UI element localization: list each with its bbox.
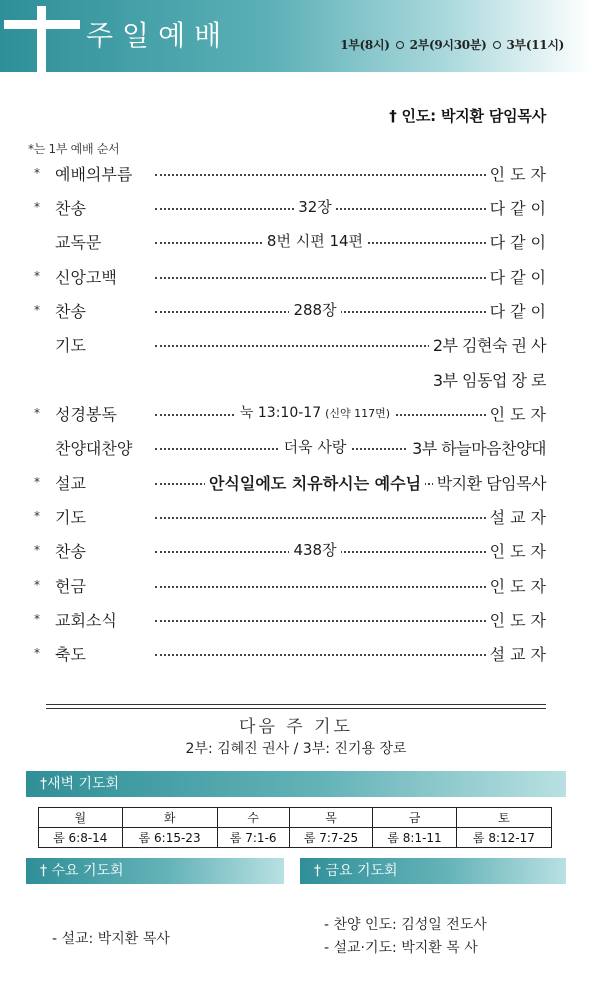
order-item-leader <box>433 471 546 494</box>
service-time-1: 1부(8시) <box>340 38 390 52</box>
standing-mark: * <box>34 509 40 523</box>
order-item-name: 교회소식 <box>55 611 117 630</box>
order-item-detail-text: 438장 <box>293 541 337 559</box>
next-prayer-names: 2부: 김혜진 권사 / 3부: 진기용 장로 <box>185 741 407 757</box>
order-item-leader-text: 인도자 <box>486 165 551 184</box>
table-row <box>39 808 552 828</box>
order-item-detail-text: 32장 <box>298 198 332 216</box>
order-note: *는 1부 예배 순서 <box>28 142 120 156</box>
order-item-detail <box>155 230 475 251</box>
standing-mark: * <box>34 166 40 180</box>
order-item <box>0 432 592 466</box>
divider <box>46 704 546 705</box>
order-item-name: 성경봉독 <box>55 405 117 424</box>
order-item-detail-text: 눅 13:10-17 <box>239 405 322 421</box>
order-item-leader <box>486 299 551 322</box>
service-time-2: 2부(9시30분) <box>409 38 487 52</box>
friday-prayer-header: † 금요 기도회 <box>300 858 566 884</box>
order-item-leader-text: 3부 임동업 장 로 <box>429 371 546 390</box>
order-item-leader-text: 설교자 <box>486 508 551 527</box>
order-item <box>0 638 592 672</box>
standing-mark: * <box>34 578 40 592</box>
cross-icon-bar <box>4 20 80 29</box>
service-time-3: 3부(11시) <box>506 38 564 52</box>
order-item-detail-sub: (신약 117면) <box>321 407 390 420</box>
order-item <box>0 158 592 192</box>
day-cell: 토 <box>456 808 551 828</box>
order-item-name: 기도 <box>55 336 86 355</box>
service-times <box>340 36 564 53</box>
order-item-leader-text: 다같이 <box>486 233 551 252</box>
order-item-name: 설교 <box>55 474 86 493</box>
reading-cell: 롬 7:1-6 <box>217 828 289 848</box>
standing-mark: * <box>34 269 40 283</box>
order-item-name: 기도 <box>55 508 86 527</box>
reading-cell: 롬 8:12-17 <box>456 828 551 848</box>
order-item <box>0 604 592 638</box>
standing-mark: * <box>34 646 40 660</box>
friday-sermon-prayer: - 설교·기도: 박지환 목 사 <box>324 940 478 956</box>
order-item-name: 교독문 <box>55 233 102 252</box>
order-item-leader <box>486 539 551 562</box>
standing-mark: * <box>34 303 40 317</box>
wednesday-sermon: - 설교: 박지환 목사 <box>52 931 170 947</box>
order-item-detail-text: 288장 <box>293 301 337 319</box>
order-item-leader <box>429 333 546 356</box>
order-item <box>0 295 592 329</box>
worship-leader: † 인도: 박지환 담임목사 <box>389 107 546 125</box>
next-prayer-title: 다음 주 기도 <box>239 717 353 737</box>
reading-cell: 롬 7:7-25 <box>289 828 373 848</box>
order-item-leader-text: 설교자 <box>486 645 551 664</box>
page-title: 주일예배 <box>86 19 231 52</box>
order-item-leader-text: 다같이 <box>486 302 551 321</box>
order-item-leader <box>486 505 551 528</box>
friday-praise-leader: - 찬양 인도: 김성일 전도사 <box>324 917 487 933</box>
order-item-leader <box>486 574 551 597</box>
order-item-name: 축도 <box>55 645 86 664</box>
order-item-leader <box>486 265 551 288</box>
order-item-name: 찬송 <box>55 302 86 321</box>
order-item-leader <box>429 368 546 391</box>
order-item-name: 예배의부름 <box>55 165 133 184</box>
order-item-detail-text: 더욱 사랑 <box>283 438 347 456</box>
order-item-leader-text: 다같이 <box>486 199 551 218</box>
order-item <box>0 192 592 226</box>
order-item-detail <box>155 402 475 422</box>
order-item-leader-text: 다같이 <box>486 268 551 287</box>
order-item-name: 찬송 <box>55 542 86 561</box>
order-item-leader <box>486 162 551 185</box>
dawn-prayer-header: †새벽 기도회 <box>26 771 566 797</box>
order-item <box>0 329 592 363</box>
order-item-leader <box>486 230 551 253</box>
order-item <box>0 398 592 432</box>
order-item-name: 찬송 <box>55 199 86 218</box>
order-item <box>0 364 592 398</box>
reading-cell: 롬 6:8-14 <box>39 828 123 848</box>
day-cell: 금 <box>373 808 457 828</box>
order-item-leader-text: 인도자 <box>486 577 551 596</box>
order-item-leader <box>486 642 551 665</box>
order-item <box>0 535 592 569</box>
order-item-leader-text: 박지환 담임목사 <box>433 474 546 493</box>
day-cell: 목 <box>289 808 373 828</box>
wednesday-prayer-header: † 수요 기도회 <box>26 858 284 884</box>
separator-circle-icon <box>493 41 501 49</box>
order-item-detail <box>155 299 475 320</box>
standing-mark: * <box>34 200 40 214</box>
order-item-leader <box>486 608 551 631</box>
day-cell: 월 <box>39 808 123 828</box>
order-item <box>0 570 592 604</box>
order-item-detail-text: 안식일에도 치유하시는 예수님 <box>208 474 422 493</box>
order-item-leader <box>486 402 551 425</box>
order-item <box>0 467 592 501</box>
standing-mark: * <box>34 543 40 557</box>
order-item-detail <box>155 539 475 560</box>
order-item-leader-text: 인도자 <box>486 611 551 630</box>
order-item-detail-text: 8번 시편 14편 <box>266 232 364 250</box>
order-item <box>0 501 592 535</box>
day-cell: 수 <box>217 808 289 828</box>
table-row <box>39 828 552 848</box>
day-cell: 화 <box>122 808 217 828</box>
order-item-name: 신앙고백 <box>55 268 117 287</box>
reading-cell: 롬 8:1-11 <box>373 828 457 848</box>
dawn-reading-table <box>38 807 552 848</box>
order-item-leader-text: 2부 김현숙 권 사 <box>429 336 546 355</box>
order-item-detail <box>155 471 475 494</box>
reading-cell: 롬 6:15-23 <box>122 828 217 848</box>
order-item-name: 헌금 <box>55 577 86 596</box>
order-item-leader <box>408 436 546 459</box>
order-item-detail <box>155 196 475 217</box>
separator-circle-icon <box>396 41 404 49</box>
standing-mark: * <box>34 406 40 420</box>
order-item-name: 찬양대찬양 <box>55 439 133 458</box>
divider <box>46 708 546 709</box>
cross-icon <box>37 6 46 72</box>
order-item <box>0 261 592 295</box>
order-item <box>0 226 592 260</box>
order-item-leader-text: 인도자 <box>486 542 551 561</box>
order-item-leader-text: 인도자 <box>486 405 551 424</box>
order-item-leader <box>486 196 551 219</box>
standing-mark: * <box>34 475 40 489</box>
order-item-leader-text: 3부 하늘마음찬양대 <box>408 439 546 458</box>
standing-mark: * <box>34 612 40 626</box>
